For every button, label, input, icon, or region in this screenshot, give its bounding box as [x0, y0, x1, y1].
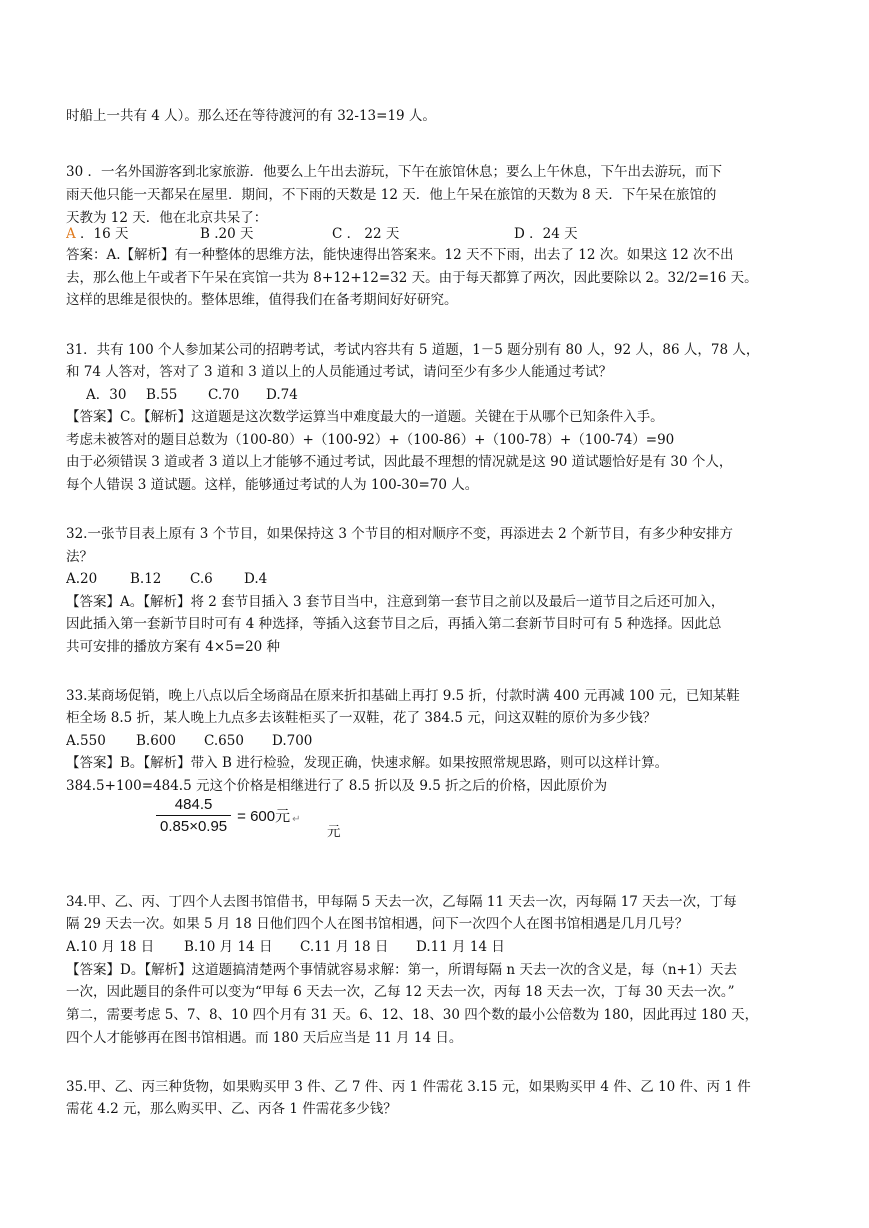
formula-denominator: 0.85×0.95	[160, 818, 228, 835]
formula-numerator: 484.5	[174, 796, 213, 813]
question-31-text: 31．共有 100 个人参加某公司的招聘考试，考试内容共有 5 道题，1－5 题分别有 80 人，92 人，86 人，78 人，	[66, 342, 760, 358]
return-mark-icon: ↵	[292, 814, 301, 825]
question-31-text: 和 74 人答对，答对了 3 道和 3 道以上的人员能通过考试，请问至少有多少人能通过考试？	[66, 364, 613, 380]
question-35-text: 35.甲、乙、丙三种货物，如果购买甲 3 件、乙 7 件、丙 1 件需花 3.15 元，如果购买甲 4 件、乙 10 件、丙 1 件	[66, 1079, 751, 1095]
question-34-text: 34.甲、乙、丙、丁四个人去图书馆借书，甲每隔 5 天去一次，乙每隔 11 天去一次，丙每隔 17 天去一次，丁每	[66, 894, 737, 910]
question-30-text: 30 ．一名外国游客到北家旅游．他要么上午出去游玩，下午在旅馆休息；要么上午休息，下午出去游玩，而下	[66, 164, 722, 180]
answer-34: 第二，需要考虑 5、7、8、10 四个月有 31 天。6、12、18、30 四个数的最小公倍数为 180，因此再过 180 天，	[66, 1007, 759, 1023]
option-a: A.20	[66, 571, 98, 587]
option-c: C ． 22 天	[332, 226, 400, 242]
answer-30: 这样的思维是很快的。整体思维，值得我们在备考期间好好研究。	[66, 292, 458, 308]
question-33-text: 柜全场 8.5 折，某人晚上九点多去该鞋柜买了一双鞋，花了 384.5 元，问这双鞋的原价为多少钱？	[66, 710, 657, 726]
option-c: C.70	[208, 387, 240, 403]
answer-32: 因此插入第一套新节目时可有 4 种选择，等插入这套节目之后，再插入第二套新节目时可有 5 种选择。因此总	[66, 616, 722, 632]
question-32-text: 32.一张节目表上原有 3 个节目，如果保持这 3 个节目的相对顺序不变，再添进去 2 个新节目，有多少种安排方	[66, 526, 733, 542]
option-d: D.700	[272, 733, 313, 749]
question-30-options	[66, 224, 811, 244]
answer-33: 384.5+100=484.5 元这个价格是相继进行了 8.5 折以及 9.5 折之后的价格，因此原价为	[66, 778, 608, 794]
answer-30: 答案：A.【解析】有一种整体的思维方法，能快速得出答案来。12 天不下雨，出去了 12 次。如果这 12 次不出	[66, 247, 734, 263]
formula-fraction	[156, 796, 231, 835]
option-a: A．30	[86, 387, 127, 403]
answer-34: 四个人才能够再在图书馆相遇。而 180 天后应当是 11 月 14 日。	[66, 1030, 463, 1046]
answer-30: 去，那么他上午或者下午呆在宾馆一共为 8+12+12=32 天。由于每天都算了两次，因此要除以 2。32/2=16 天。	[66, 270, 758, 286]
question-31-options	[86, 385, 831, 405]
answer-31: 考虑未被答对的题目总数为（100-80）+（100-92）+（100-86）+（100-78）+（100-74）=90	[66, 432, 675, 448]
option-letter: A	[66, 226, 76, 242]
question-30-text: 雨天他只能一天都呆在屋里．期间，不下雨的天数是 12 天．他上午呆在旅馆的天数为 8 天．下午呆在旅馆的	[66, 187, 717, 203]
answer-31: 由于必须错误 3 道或者 3 道以上才能够不通过考试，因此最不理想的情况就是这 90 道试题恰好是有 30 个人，	[66, 454, 733, 470]
question-33-text: 33.某商场促销，晚上八点以后全场商品在原来折扣基础上再打 9.5 折，付款时满 400 元再减 100 元，已知某鞋	[66, 688, 740, 704]
option-c: C.11 月 18 日	[300, 939, 389, 955]
answer-33: 【答案】B。【解析】带入 B 进行检验，发现正确，快速求解。如果按照常规思路，则可以这样计算。	[66, 755, 669, 771]
question-32-text: 法？	[66, 549, 93, 565]
answer-32: 共可安排的播放方案有 4×5=20 种	[66, 639, 281, 655]
option-b: B .20 天	[200, 226, 254, 242]
option-a: ．16 天	[80, 226, 129, 242]
text-line: 时船上一共有 4 人）。那么还在等待渡河的有 32-13=19 人。	[66, 108, 436, 124]
option-c: C.650	[204, 733, 244, 749]
formula-result: = 600元	[237, 808, 291, 825]
formula-unit: 元	[327, 824, 341, 840]
option-b: B.55	[146, 387, 178, 403]
option-d: D.11 月 14 日	[416, 939, 505, 955]
answer-34: 【答案】D。【解析】这道题搞清楚两个事情就容易求解：第一，所谓每隔 n 天去一次的含义是，每（n+1）天去	[66, 962, 737, 978]
question-34-options	[66, 937, 811, 957]
option-b: B.10 月 14 日	[184, 939, 273, 955]
answer-31: 【答案】C。【解析】这道题是这次数学运算当中难度最大的一道题。关键在于从哪个已知条件入手。	[66, 409, 664, 425]
option-d: D ．24 天	[514, 226, 578, 242]
answer-32: 【答案】A。【解析】将 2 套节目插入 3 套节目当中，注意到第一套节目之前以及最后一道节目之后还可加入，	[66, 594, 725, 610]
question-35-text: 需花 4.2 元，那么购买甲、乙、丙各 1 件需花多少钱？	[66, 1101, 397, 1117]
answer-31: 每个人错误 3 道试题。这样，能够通过考试的人为 100-30=70 人。	[66, 477, 479, 493]
option-b: B.12	[130, 571, 162, 587]
option-a: A.550	[66, 733, 106, 749]
option-c: C.6	[190, 571, 213, 587]
option-a: A.10 月 18 日	[66, 939, 155, 955]
question-30-text: 天教为 12 天．他在北京共呆了：	[66, 210, 268, 226]
question-33-options	[66, 731, 811, 751]
answer-34: 一次，因此题目的条件可以变为“甲每 6 天去一次，乙每 12 天去一次，丙每 18 天去一次，丁每 30 天去一次。”	[66, 984, 735, 1000]
question-34-text: 隔 29 天去一次。如果 5 月 18 日他们四个人在图书馆相遇，问下一次四个人在图书馆相遇是几月几号？	[66, 916, 689, 932]
option-d: D.4	[244, 571, 268, 587]
question-32-options	[66, 569, 811, 589]
option-b: B.600	[136, 733, 176, 749]
option-d: D.74	[266, 387, 298, 403]
price-formula	[156, 796, 301, 835]
